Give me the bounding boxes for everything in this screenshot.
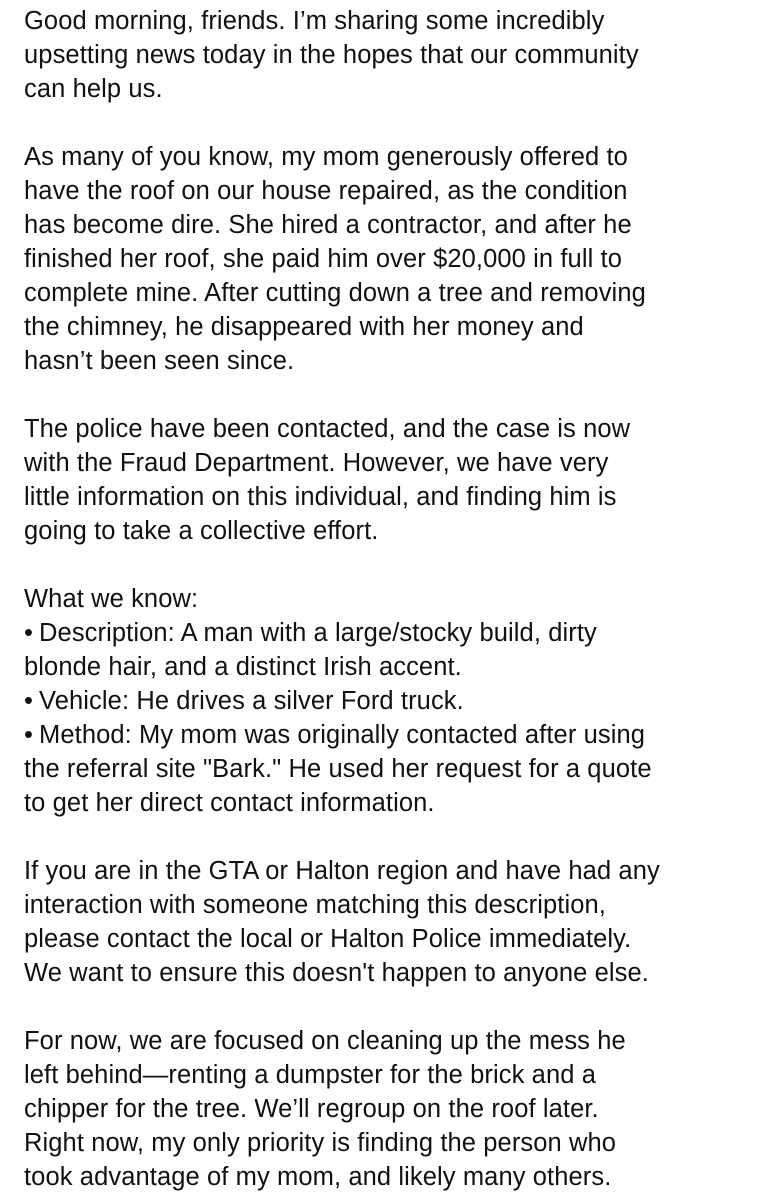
text-line: has become dire. She hired a contractor, and after he — [24, 211, 632, 239]
list-item-vehicle — [24, 684, 740, 718]
paragraph-request — [24, 854, 740, 990]
list-item-method — [24, 718, 740, 820]
text-line-content: Description: A man with a large/stocky build, dirty — [39, 619, 597, 647]
text-line: Right now, my only priority is finding the person who — [24, 1129, 617, 1157]
bullet-icon: • — [24, 721, 34, 749]
text-line: As many of you know, my mom generously offered to — [24, 143, 628, 171]
text-line: Good morning, friends. I’m sharing some incredibly — [24, 7, 605, 35]
text-line: interaction with someone matching this description, — [24, 891, 606, 919]
bullet-icon: • — [24, 687, 34, 715]
text-line: blonde hair, and a distinct Irish accent. — [24, 653, 462, 681]
text-line: chipper for the tree. We’ll regroup on the roof later. — [24, 1095, 599, 1123]
text-line: If you are in the GTA or Halton region and have had any — [24, 857, 660, 885]
text-line-content: Method: My mom was originally contacted after using — [39, 721, 646, 749]
paragraph-police — [24, 412, 740, 548]
bullet-icon: • — [24, 619, 34, 647]
text-line: can help us. — [24, 75, 163, 103]
text-line: the chimney, he disappeared with her money and — [24, 313, 584, 341]
text-line: please contact the local or Halton Police immediately. — [24, 925, 632, 953]
text-line: complete mine. After cutting down a tree and removing — [24, 279, 646, 307]
text-line: left behind—renting a dumpster for the brick and a — [24, 1061, 596, 1089]
paragraph-greeting — [24, 4, 740, 106]
text-line — [24, 616, 740, 650]
text-line: For now, we are focused on cleaning up the mess he — [24, 1027, 626, 1055]
text-line — [24, 718, 740, 752]
paragraph-story — [24, 140, 740, 378]
text-line: finished her roof, she paid him over $20,000 in full to — [24, 245, 623, 273]
text-line: going to take a collective effort. — [24, 517, 379, 545]
text-line — [24, 684, 740, 718]
text-line: the referral site "Bark." He used her request for a quote — [24, 755, 652, 783]
text-line: to get her direct contact information. — [24, 789, 435, 817]
list-item-description — [24, 616, 740, 684]
text-line: little information on this individual, and finding him is — [24, 483, 617, 511]
text-line: took advantage of my mom, and likely many others. — [24, 1163, 612, 1191]
text-line: We want to ensure this doesn't happen to anyone else. — [24, 959, 649, 987]
text-line: upsetting news today in the hopes that our community — [24, 41, 639, 69]
text-line: with the Fraud Department. However, we have very — [24, 449, 609, 477]
paragraph-next-steps — [24, 1024, 740, 1194]
what-we-know-section — [24, 582, 740, 820]
text-line: The police have been contacted, and the case is now — [24, 415, 631, 443]
text-line: have the roof on our house repaired, as the condition — [24, 177, 628, 205]
text-line-content: Vehicle: He drives a silver Ford truck. — [39, 687, 464, 715]
text-line: hasn’t been seen since. — [24, 347, 295, 375]
facts-list — [24, 616, 740, 820]
section-heading: What we know: — [24, 585, 199, 613]
